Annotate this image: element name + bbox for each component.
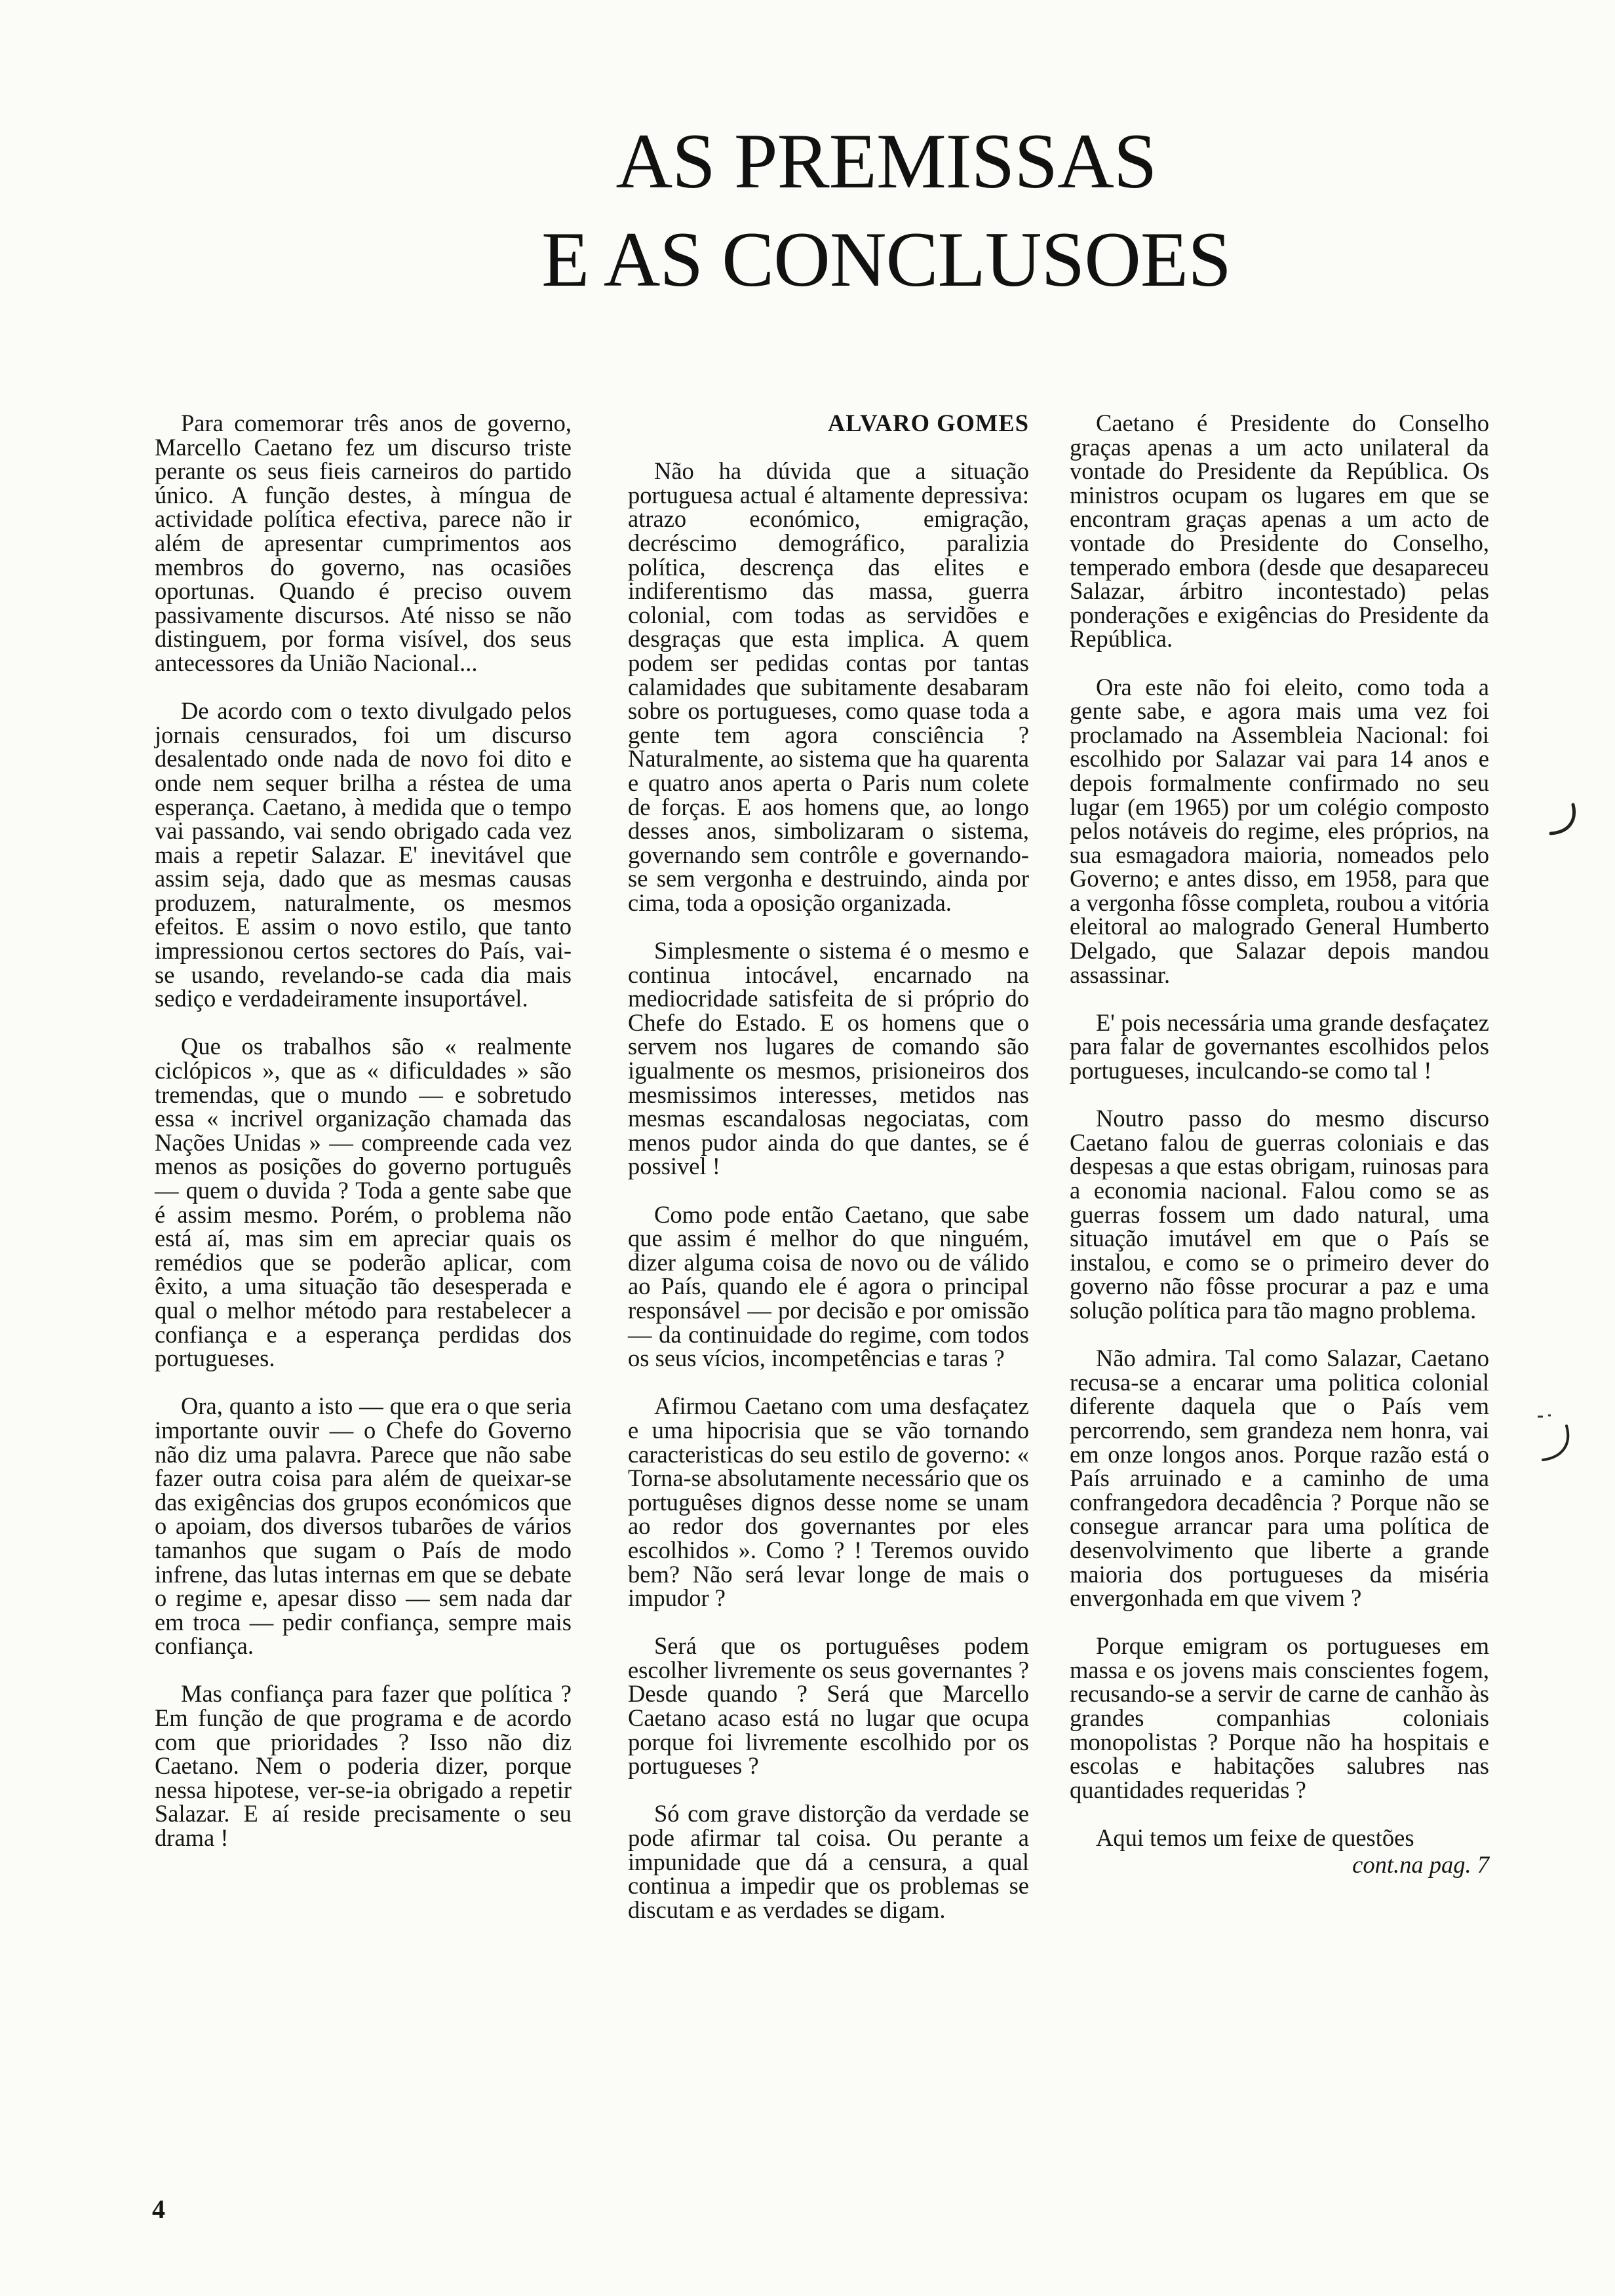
article-column-1 bbox=[155, 411, 572, 1850]
margin-mark-icon bbox=[1534, 1410, 1580, 1469]
article-column-3 bbox=[1070, 411, 1489, 1901]
paragraph: Não admira. Tal como Salazar, Caetano recusa-se a encarar uma politica colonial diferente daquela que o País vem percorrendo, sem grandeza nem honra, vai em onze longos anos. Porque razão está o País arruinado e a caminho de uma confrangedora decadência ? Porque não se consegue arrancar para uma política de desenvolvimento que liberte a grande maioria dos portugueses da miséria envergonhada em que vivem ? bbox=[1070, 1345, 1489, 1612]
paragraph: Noutro passo do mesmo discurso Caetano falou de guerras coloniais e das despesas a que estas obrigam, ruinosas para a economia nacional. Falou como se as guerras fossem um dado natural, uma situação imutável em que o País se instalou, e como se o primeiro dever do governo não fôsse procurar a paz e uma solução política para tão magno problema. bbox=[1070, 1105, 1489, 1324]
paragraph: Porque emigram os portugueses em massa e os jovens mais conscientes fogem, recusando-se a servir de carne de canhão às grandes companhias coloniais monopolistas ? Porque não ha hospitais e escolas e habitações salubres nas quantidades requeridas ? bbox=[1070, 1632, 1489, 1803]
paragraph: Só com grave distorção da verdade se pode afirmar tal coisa. Ou perante a impunidade que dá a censura, a qual continua a impedir que os problemas se discutam e as verdades se digam. bbox=[628, 1800, 1029, 1923]
paragraph: Que os trabalhos são « realmente ciclópicos », que as « dificuldades » são tremendas, que o mundo — e sobretudo essa « incrivel organização chamada das Nações Unidas » — compreende cada vez menos as posições do governo português — quem o duvida ? Toda a gente sabe que é assim mesmo. Porém, o problema não está aí, mas sim em apreciar quais os remédios que se poderão aplicar, com êxito, a uma situação tão desesperada e qual o melhor método para restabelecer a confiança e a esperança perdidas dos portugueses. bbox=[155, 1033, 572, 1372]
page-number: 4 bbox=[152, 2194, 165, 2224]
paragraph: Não ha dúvida que a situação portuguesa actual é altamente depressiva: atrazo económico, emigração, decréscimo demográfico, paralizia política, descrença das elites e indiferentismo das massa, guerra colonial, com todas as servidões e desgraças que esta implica. A quem podem ser pedidas contas por tantas calamidades que subitamente desabaram sobre os portugueses, como quase toda a gente tem agora consciência ? Naturalmente, ao sistema que ha quarenta e quatro anos aperta o Paris num colete de forças. E aos homens que, ao longo desses anos, simbolizaram o sistema, governando sem contrôle e governando-se sem vergonha e destruindo, ainda por cima, toda a oposição organizada. bbox=[628, 457, 1029, 916]
margin-mark-icon bbox=[1543, 801, 1582, 840]
paragraph: De acordo com o texto divulgado pelos jornais censurados, foi um discurso desalentado onde nada de novo foi dito e onde nem sequer brilha a réstea de uma esperança. Caetano, à medida que o tempo vai passando, vai sendo obrigado cada vez mais a repetir Salazar. E' inevitável que assim seja, dado que as mesmas causas produzem, naturalmente, os mesmos efeitos. E assim o novo estilo, que tanto impressionou certos sectores do País, vai-se usando, revelando-se cada dia mais sediço e verdadeiramente insuportável. bbox=[155, 697, 572, 1012]
headline-line-2: E AS CONCLUSOES bbox=[541, 216, 1231, 303]
author-byline: ALVARO GOMES bbox=[827, 410, 1029, 436]
paragraph: Simplesmente o sistema é o mesmo e continua intocável, encarnado na mediocridade satisfeita de si próprio do Chefe do Estado. E os homens que o servem nos lugares de comando são igualmente os mesmos, prisioneiros dos mesmissimos interesses, metidos nas mesmas escandalosas negociatas, com menos pudor ainda do que dantes, se é possivel ! bbox=[628, 937, 1029, 1180]
paragraph: Mas confiança para fazer que política ? Em função de que programa e de acordo com que prioridades ? Isso não diz Caetano. Nem o poderia dizer, porque nessa hipotese, ver-se-ia obrigado a repetir Salazar. E aí reside precisamente o seu drama ! bbox=[155, 1680, 572, 1852]
article-column-2 bbox=[628, 411, 1029, 1922]
paragraph: Caetano é Presidente do Conselho graças apenas a um acto unilateral da vontade do Presidente da República. Os ministros ocupam os lugares em que se encontram graças apenas a um acto de vontade do Presidente do Conselho, temperado embora (desde que desapareceu Salazar, árbitro incontestado) pelas ponderações e exigências do Presidente da República. bbox=[1070, 410, 1489, 653]
paragraph: Será que os portuguêses podem escolher livremente os seus governantes ? Desde quando ? Será que Marcello Caetano acaso está no lugar que ocupa porque foi livremente escolhido por os portugueses ? bbox=[628, 1632, 1029, 1780]
paragraph: Ora, quanto a isto — que era o que seria importante ouvir — o Chefe do Governo não diz uma palavra. Parece que não sabe fazer outra coisa para além de queixar-se das exigências dos grupos económicos que o apoiam, dos diversos tubarões de vários tamanhos que sugam o País de modo infrene, das lutas internas em que se debate o regime e, apesar disso — sem nada dar em troca — pedir confiança, sempre mais confiança. bbox=[155, 1392, 572, 1660]
headline-line-1: AS PREMISSAS bbox=[615, 117, 1157, 204]
paragraph: Afirmou Caetano com uma desfaçatez e uma hipocrisia que se vão tornando caracteristicas do seu estilo de governo: « Torna-se absolutamente necessário que os portuguêses dignos desse nome se unam ao redor dos governantes por eles escolhidos ». Como ? ! Teremos ouvido bem? Não será levar longe de mais o impudor ? bbox=[628, 1392, 1029, 1612]
paragraph: Ora este não foi eleito, como toda a gente sabe, e agora mais uma vez foi proclamado na Assembleia Nacional: foi escolhido por Salazar vai para 14 anos e depois formalmente confirmado no seu lugar (em 1965) por um colégio composto pelos notáveis do regime, eles próprios, na sua esmagadora maioria, nomeados pelo Governo; e antes disso, em 1958, para que a vergonha fôsse completa, roubou a vitória eleitoral ao malogrado General Humberto Delgado, que Salazar depois mandou assassinar. bbox=[1070, 673, 1489, 988]
paragraph: Para comemorar três anos de governo, Marcello Caetano fez um discurso triste perante os seus fieis carneiros do partido único. A função destes, à míngua de actividade política efectiva, parece não ir além de apresentar cumprimentos aos membros do governo, nas ocasiões oportunas. Quando é preciso ouvem passivamente discursos. Até nisso se não distinguem, por forma visível, dos seus antecessores da União Nacional... bbox=[155, 410, 572, 676]
paragraph: E' pois necessária uma grande desfaçatez para falar de governantes escolhidos pelos portugueses, inculcando-se como tal ! bbox=[1070, 1008, 1489, 1084]
paragraph: Como pode então Caetano, que sabe que assim é melhor do que ninguém, dizer alguma coisa de novo ou de válido ao País, quando ele é agora o principal responsável — por decisão e por omissão — da continuidade do regime, com todos os seus vícios, incompetências e taras ? bbox=[628, 1200, 1029, 1372]
continuation-note: cont.na pag. 7 bbox=[1352, 1850, 1489, 1878]
paragraph: Aqui temos um feixe de questões bbox=[1096, 1824, 1414, 1852]
